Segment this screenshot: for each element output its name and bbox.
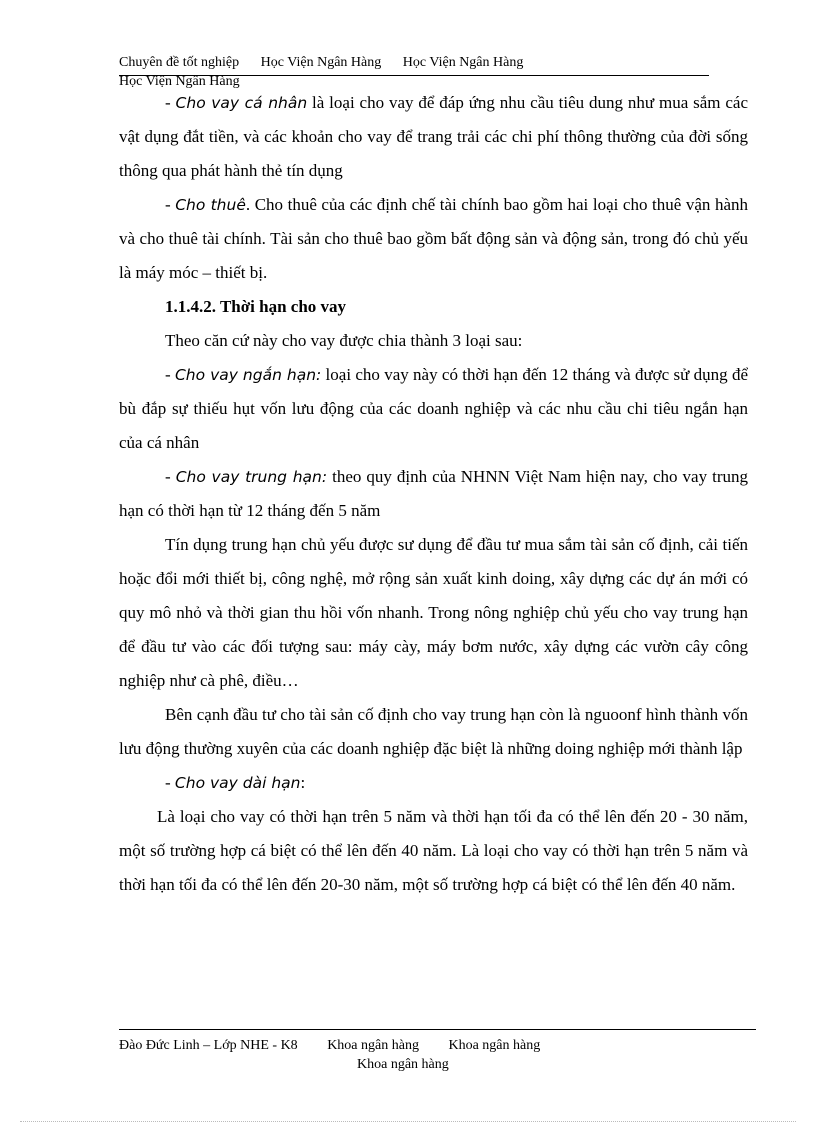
term-long-term: Cho vay dài hạn (174, 774, 301, 792)
header-institution-line2: Học Viện Ngân Hàng (119, 74, 240, 89)
header-doc-type: Chuyên đề tốt nghiệp (119, 55, 240, 70)
footer-author: Đào Đức Linh – Lớp NHE - K8 (119, 1038, 298, 1053)
paragraph-leasing: - Cho thuê. Cho thuê của các định chế tài chính bao gồm hai loại cho thuê vận hành và cho thuê tài chính. Tài sản cho thuê bao gồm bất động sản và động sản, trong đó chủ yếu là máy móc – thiết bị. (119, 195, 748, 282)
paragraph-intro: Theo căn cứ này cho vay được chia thành 3 loại sau: (165, 331, 523, 350)
paragraph-medium-term-usage: Tín dụng trung hạn chủ yếu được sư dụng để đầu tư mua sắm tài sản cố định, cải tiến hoặc đổi mới thiết bị, công nghệ, mở rộng sản xuất kinh doing, xây dựng các dự án mới có quy mô nhỏ và thời gian thu hồi vốn nhanh. Trong nông nghiệp chủ yếu cho vay trung hạn để đầu tư vào các đối tượng sau: máy cày, máy bơm nước, xây dựng các vườn cây công nghiệp như cà phê, điều… (119, 535, 748, 690)
term-personal-loan: Cho vay cá nhân (175, 94, 308, 112)
paragraph-personal-loan: - Cho vay cá nhân là loại cho vay để đáp ứng nhu cầu tiêu dung như mua sắm các vật dụng đắt tiền, và các khoản cho vay để trang trải các chi phí thông thường của đời sống thông qua phát hành thẻ tín dụng (119, 93, 749, 180)
footer-department-line2: Khoa ngân hàng (357, 1057, 449, 1072)
section-heading: 1.1.4.2. Thời hạn cho vay (165, 297, 347, 316)
paragraph-long-term: Là loại cho vay có thời hạn trên 5 năm và thời hạn tối đa có thể lên đến 20 - 30 năm, một số trường hợp cá biệt có thể lên đến 40 năm. Là loại cho vay có thời hạn trên 5 năm và thời hạn tối đa có thể lên đến 20-30 năm, một số trường hợp cá biệt có thể lên đến 40 năm. (119, 807, 748, 894)
footer-rule (119, 1029, 756, 1030)
paragraph-medium-term-capital: Bên cạnh đầu tư cho tài sản cố định cho vay trung hạn còn là nguoonf hình thành vốn lưu động thường xuyên của các doanh nghiệp đặc biệt là những doing nghiệp mới thành lập (119, 705, 748, 758)
term-leasing: Cho thuê (175, 196, 246, 214)
footer-department-repeat: Khoa ngân hàng (448, 1038, 541, 1053)
header-institution-repeat: Học Viện Ngân Hàng (402, 55, 524, 70)
term-medium-term: Cho vay trung hạn: (175, 468, 328, 486)
page-body (119, 86, 748, 902)
page-header (119, 53, 541, 73)
footer-department: Khoa ngân hàng (327, 1038, 419, 1053)
term-short-term: Cho vay ngắn hạn: (174, 366, 322, 384)
page-footer (119, 1036, 566, 1056)
paragraph-long-term-label: - Cho vay dài hạn: (165, 773, 306, 792)
paragraph-short-term: - Cho vay ngắn hạn: loại cho vay này có thời hạn đến 12 tháng và được sử dụng để bù đắp sự thiếu hụt vốn lưu động của các doanh nghiệp và các nhu cầu chi tiêu ngắn hạn của cá nhân (119, 365, 748, 452)
page-bottom-border (20, 1121, 796, 1122)
paragraph-medium-term: - Cho vay trung hạn: theo quy định của NHNN Việt Nam hiện nay, cho vay trung hạn có thời hạn từ 12 tháng đến 5 năm (119, 467, 748, 520)
header-institution: Học Viện Ngân Hàng (260, 55, 382, 70)
